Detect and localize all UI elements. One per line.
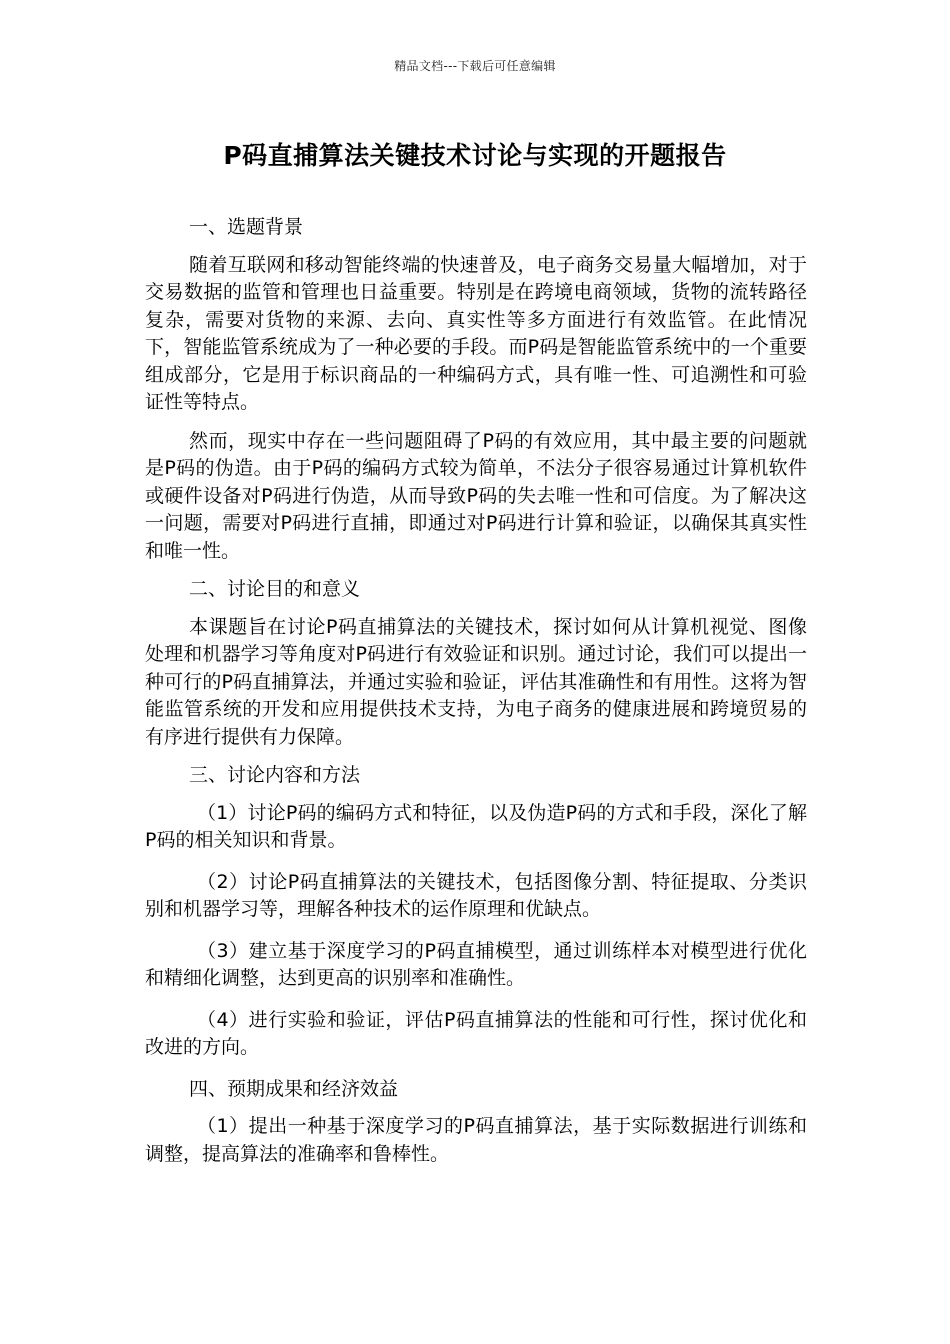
list-item: （4）进行实验和验证，评估P码直捕算法的性能和可行性，探讨优化和改进的方向。: [145, 1008, 807, 1058]
paragraph: 然而，现实中存在一些问题阻碍了P码的有效应用，其中最主要的问题就是P码的伪造。由于P码的编码方式较为简单，不法分子很容易通过计算机软件或硬件设备对P码进行伪造，从而导致P码的失去唯一性和可信度。为了解决这一问题，需要对P码进行直捕，即通过对P码进行计算和验证，以确保其真实性和唯一性。: [145, 429, 807, 562]
document-body: [145, 214, 807, 1182]
list-item: （3）建立基于深度学习的P码直捕模型，通过训练样本对模型进行优化和精细化调整，达到更高的识别率和准确性。: [145, 939, 807, 989]
section-heading-methods: 三、讨论内容和方法: [189, 764, 361, 786]
paragraph: 随着互联网和移动智能终端的快速普及，电子商务交易量大幅增加，对于交易数据的监管和管理也日益重要。特别是在跨境电商领域，货物的流转路径复杂，需要对货物的来源、去向、真实性等多方面进行有效监管。在此情况下，智能监管系统成为了一种必要的手段。而P码是智能监管系统中的一个重要组成部分，它是用于标识商品的一种编码方式，具有唯一性、可追溯性和可验证性等特点。: [145, 253, 807, 413]
section-heading-background: 一、选题背景: [189, 216, 304, 238]
document-title: P码直捕算法关键技术讨论与实现的开题报告: [223, 141, 727, 170]
section-heading-purpose: 二、讨论目的和意义: [189, 578, 361, 600]
header-note: 精品文档---下载后可任意编辑: [394, 59, 556, 73]
list-item: （1）提出一种基于深度学习的P码直捕算法，基于实际数据进行训练和调整，提高算法的准确率和鲁棒性。: [145, 1115, 807, 1165]
list-item: （1）讨论P码的编码方式和特征，以及伪造P码的方式和手段，深化了解P码的相关知识和背景。: [145, 801, 807, 851]
list-item: （2）讨论P码直捕算法的关键技术，包括图像分割、特征提取、分类识别和机器学习等，理解各种技术的运作原理和优缺点。: [145, 870, 807, 920]
section-heading-outcomes: 四、预期成果和经济效益: [189, 1077, 399, 1100]
paragraph: 本课题旨在讨论P码直捕算法的关键技术，探讨如何从计算机视觉、图像处理和机器学习等角度对P码进行有效验证和识别。通过讨论，我们可以提出一种可行的P码直捕算法，并通过实验和验证，评估其准确性和有用性。这将为智能监管系统的开发和应用提供技术支持，为电子商务的健康进展和跨境贸易的有序进行提供有力保障。: [145, 615, 807, 748]
